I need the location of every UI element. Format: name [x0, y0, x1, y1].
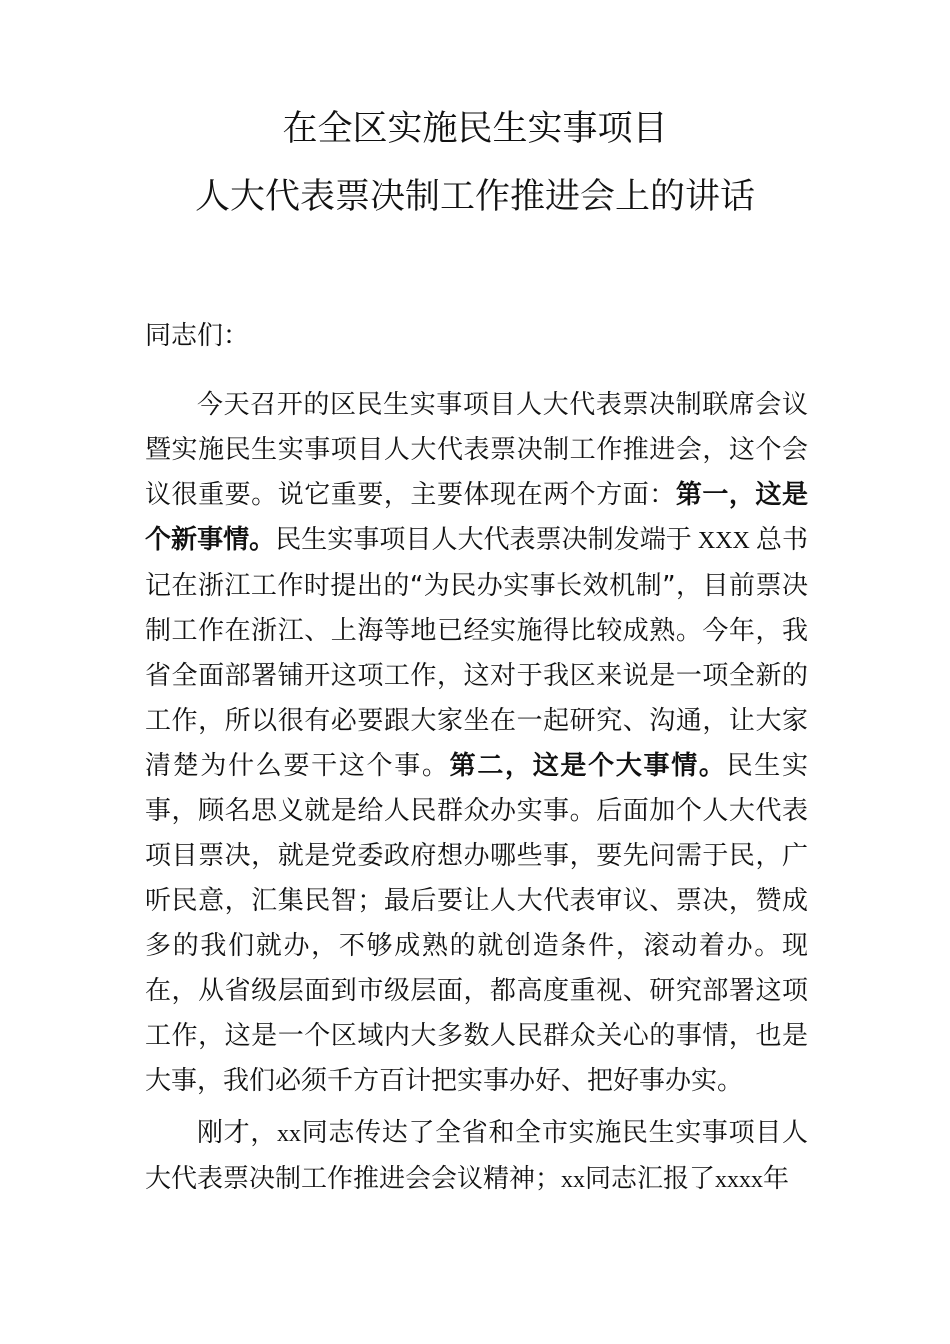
paragraph-2-text-3: 同志汇报了	[585, 1164, 716, 1194]
paragraph-1-placeholder-name: XXX	[691, 528, 756, 554]
salutation: 同志们：	[145, 321, 250, 351]
paragraph-2-text-4: 年	[763, 1164, 790, 1194]
document-title	[0, 109, 950, 217]
paragraph-2-placeholder-1: xx	[277, 1121, 302, 1147]
paragraph-2-text-2: 同志传达了全省和全市实施民生实事项目人大代表票决制工作推进会会议精神；	[145, 1118, 808, 1194]
paragraph-2-placeholder-3: xxxx	[715, 1167, 764, 1193]
paragraph-2-placeholder-2: xx	[561, 1167, 586, 1193]
title-line-2: 人大代表票决制工作推进会上的讲话	[194, 177, 755, 217]
paragraph-1	[145, 383, 808, 1104]
paragraph-1-bold-1: 第一，这是个新事情。	[145, 480, 808, 555]
paragraph-1-text-2a: 民生实事项目人大代表票决制发端于	[275, 525, 692, 555]
title-line-1: 在全区实施民生实事项目	[282, 109, 668, 149]
paragraph-1-text-1: 今天召开的区民生实事项目人大代表票决制联席会议暨实施民生实事项目人大代表票决制工作推进会，这个会议很重要。说它重要，主要体现在两个方面：	[145, 390, 808, 510]
paragraph-1-text-3: 民生实事，顾名思义就是给人民群众办实事。后面加个人大代表项目票决，就是党委政府想办哪些事，要先问需于民，广听民意，汇集民智；最后要让人大代表审议、票决，赞成多的我们就办，不够成熟的就创造条件，滚动着办。现在，从省级层面到市级层面，都高度重视、研究部署这项工作，这是一个区域内大多数人民群众关心的事情，也是大事，我们必须千方百计把实事办好、把好事办实。	[145, 751, 808, 1096]
paragraph-1-text-2b: 总书记在浙江工作时提出的“为民办实事长效机制”，目前票决制工作在浙江、上海等地已经实施得比较成熟。今年，我省全面部署铺开这项工作，这对于我区来说是一项全新的工作，所以很有必要跟大家坐在一起研究、沟通，让大家清楚为什么要干这个事。	[145, 525, 808, 781]
paragraph-2-text-1: 刚才，	[197, 1118, 278, 1148]
paragraph-2	[145, 1111, 808, 1203]
paragraph-1-bold-2: 第二，这是个大事情。	[449, 751, 727, 781]
